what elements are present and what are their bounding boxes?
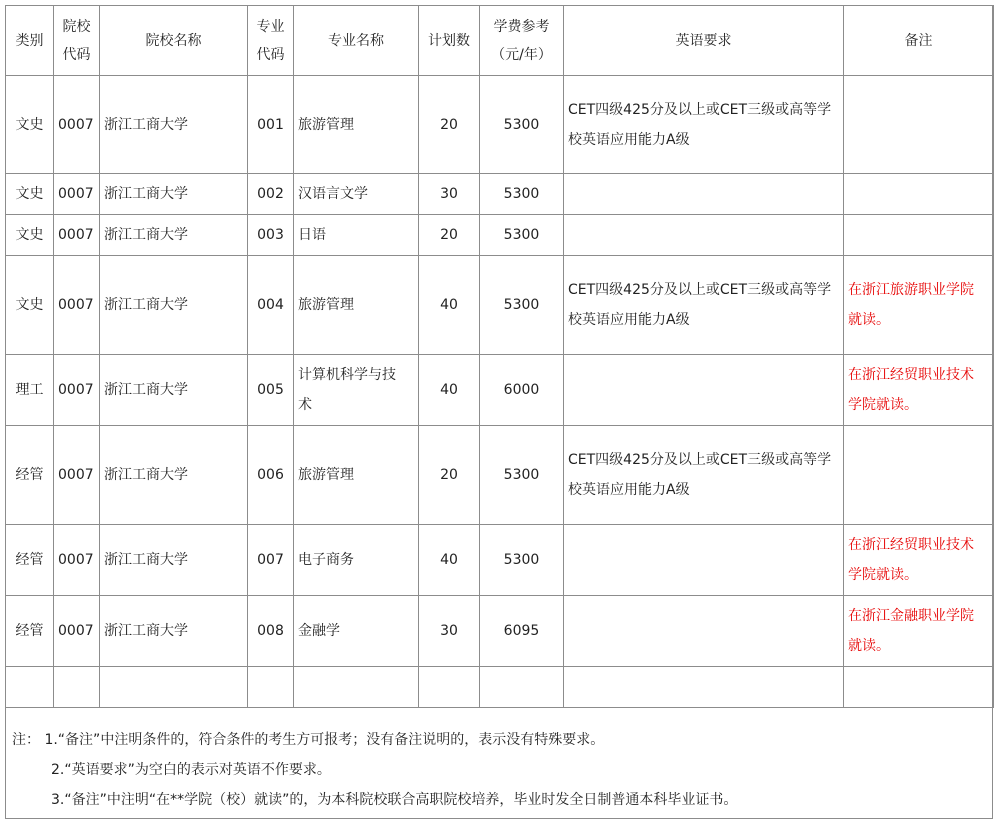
cell-fee: 5300 (480, 215, 564, 256)
cell-school-code: 0007 (54, 525, 100, 596)
header-school-code: 院校 代码 (54, 6, 100, 76)
cell-major-code: 008 (248, 596, 294, 667)
cell-plan: 40 (419, 256, 480, 355)
cell-english (564, 76, 844, 174)
cell-plan: 20 (419, 76, 480, 174)
cell-fee: 5300 (480, 426, 564, 525)
cell-major-code: 001 (248, 76, 294, 174)
cell-major-name-line: 金融学 (298, 623, 340, 639)
cell-plan (419, 667, 480, 708)
cell-english-line: 校英语应用能力A级 (568, 312, 690, 328)
cell-plan: 30 (419, 596, 480, 667)
cell-english-line: 校英语应用能力A级 (568, 131, 690, 148)
cell-fee: 5300 (480, 525, 564, 596)
cell-remark-line: 在浙江经贸职业技术 (848, 537, 974, 553)
header-school-name: 院校名称 (100, 6, 248, 76)
cell-english-line: CET四级425分及以上或CET三级或高等学 (568, 452, 832, 468)
cell-remark (844, 525, 994, 596)
cell-major-code: 006 (248, 426, 294, 525)
table-row (6, 667, 994, 708)
cell-fee: 5300 (480, 76, 564, 174)
table-row (6, 174, 994, 215)
table-row (6, 426, 994, 525)
cell-major-name (294, 596, 419, 667)
cell-english-line: CET四级425分及以上或CET三级或高等学 (568, 282, 832, 298)
cell-major-name (294, 525, 419, 596)
cell-plan: 20 (419, 426, 480, 525)
cell-category: 文史 (6, 256, 54, 355)
cell-remark-line: 就读。 (848, 312, 890, 328)
cell-english (564, 215, 844, 256)
table-header-row (6, 6, 994, 76)
cell-school-code: 0007 (54, 256, 100, 355)
cell-plan: 20 (419, 215, 480, 256)
footnote-2: 2.“英语要求”为空白的表示对英语不作要求。 (51, 762, 331, 778)
cell-english (564, 596, 844, 667)
cell-school-code: 0007 (54, 215, 100, 256)
cell-school-name: 浙江工商大学 (100, 76, 248, 174)
cell-major-code: 004 (248, 256, 294, 355)
cell-category (6, 667, 54, 708)
table-row (6, 215, 994, 256)
cell-remark (844, 667, 994, 708)
cell-plan: 30 (419, 174, 480, 215)
cell-major-name (294, 256, 419, 355)
cell-major-name (294, 215, 419, 256)
cell-fee (480, 667, 564, 708)
cell-school-name (100, 667, 248, 708)
cell-remark-line: 学院就读。 (848, 397, 918, 413)
cell-school-code: 0007 (54, 355, 100, 426)
cell-english (564, 256, 844, 355)
cell-major-name (294, 76, 419, 174)
cell-school-name: 浙江工商大学 (100, 525, 248, 596)
cell-major-name-line: 旅游管理 (298, 467, 354, 483)
cell-major-code: 003 (248, 215, 294, 256)
cell-remark-line: 在浙江金融职业学院 (848, 608, 974, 624)
cell-school-code: 0007 (54, 174, 100, 215)
cell-school-name: 浙江工商大学 (100, 174, 248, 215)
cell-major-name-line: 电子商务 (298, 552, 354, 568)
cell-major-code: 005 (248, 355, 294, 426)
cell-plan: 40 (419, 355, 480, 426)
cell-school-name: 浙江工商大学 (100, 355, 248, 426)
header-plan: 计划数 (419, 6, 480, 76)
cell-english-line: 校英语应用能力A级 (568, 482, 690, 498)
cell-english-line: CET四级425分及以上或CET三级或高等学 (568, 101, 832, 118)
cell-school-name: 浙江工商大学 (100, 426, 248, 525)
table-row (6, 355, 994, 426)
cell-category: 理工 (6, 355, 54, 426)
cell-major-name (294, 426, 419, 525)
cell-remark-line: 在浙江经贸职业技术 (848, 367, 974, 383)
cell-major-name (294, 174, 419, 215)
cell-remark (844, 174, 994, 215)
cell-plan: 40 (419, 525, 480, 596)
cell-english (564, 525, 844, 596)
cell-major-name-line: 旅游管理 (298, 116, 354, 133)
header-english: 英语要求 (564, 6, 844, 76)
cell-major-name-line: 术 (298, 397, 312, 413)
table-row (6, 525, 994, 596)
cell-category: 经管 (6, 525, 54, 596)
cell-school-code: 0007 (54, 76, 100, 174)
cell-school-code (54, 667, 100, 708)
header-major-name: 专业名称 (294, 6, 419, 76)
cell-category: 经管 (6, 596, 54, 667)
cell-major-code: 002 (248, 174, 294, 215)
header-major-code: 专业 代码 (248, 6, 294, 76)
table-row (6, 256, 994, 355)
cell-fee: 5300 (480, 174, 564, 215)
cell-school-name: 浙江工商大学 (100, 215, 248, 256)
cell-remark (844, 215, 994, 256)
cell-remark (844, 76, 994, 174)
cell-english (564, 355, 844, 426)
cell-fee: 6095 (480, 596, 564, 667)
cell-school-code: 0007 (54, 426, 100, 525)
cell-major-name (294, 667, 419, 708)
cell-major-code: 007 (248, 525, 294, 596)
cell-remark (844, 596, 994, 667)
header-category: 类别 (6, 6, 54, 76)
cell-school-code: 0007 (54, 596, 100, 667)
cell-category: 文史 (6, 215, 54, 256)
table-body (6, 76, 994, 708)
cell-major-name-line: 旅游管理 (298, 297, 354, 313)
header-fee: 学费参考 （元/年） (480, 6, 564, 76)
cell-english (564, 174, 844, 215)
cell-category: 文史 (6, 76, 54, 174)
cell-remark-line: 学院就读。 (848, 567, 918, 583)
cell-major-name-line: 计算机科学与技 (298, 367, 396, 383)
cell-major-name-line: 日语 (298, 227, 326, 243)
cell-major-code (248, 667, 294, 708)
cell-school-name: 浙江工商大学 (100, 596, 248, 667)
cell-remark (844, 426, 994, 525)
cell-fee: 5300 (480, 256, 564, 355)
cell-fee: 6000 (480, 355, 564, 426)
table-row (6, 76, 994, 174)
enrollment-plan-document (5, 5, 993, 819)
cell-remark-line: 就读。 (848, 638, 890, 654)
table-row (6, 596, 994, 667)
cell-english (564, 667, 844, 708)
cell-category: 文史 (6, 174, 54, 215)
enrollment-table (5, 5, 994, 708)
cell-remark (844, 355, 994, 426)
cell-major-name-line: 汉语言文学 (298, 186, 368, 202)
footnotes (6, 710, 992, 818)
cell-english (564, 426, 844, 525)
header-remark: 备注 (844, 6, 994, 76)
cell-major-name (294, 355, 419, 426)
footnote-3: 3.“备注”中注明“在**学院（校）就读”的，为本科院校联合高职院校培养，毕业时发全日制普通本科毕业证书。 (51, 792, 738, 808)
footnote-1: 注： 1.“备注”中注明条件的，符合条件的考生方可报考；没有备注说明的，表示没有特殊要求。 (12, 732, 605, 748)
cell-remark (844, 256, 994, 355)
cell-school-name: 浙江工商大学 (100, 256, 248, 355)
cell-category: 经管 (6, 426, 54, 525)
cell-remark-line: 在浙江旅游职业学院 (848, 282, 974, 298)
